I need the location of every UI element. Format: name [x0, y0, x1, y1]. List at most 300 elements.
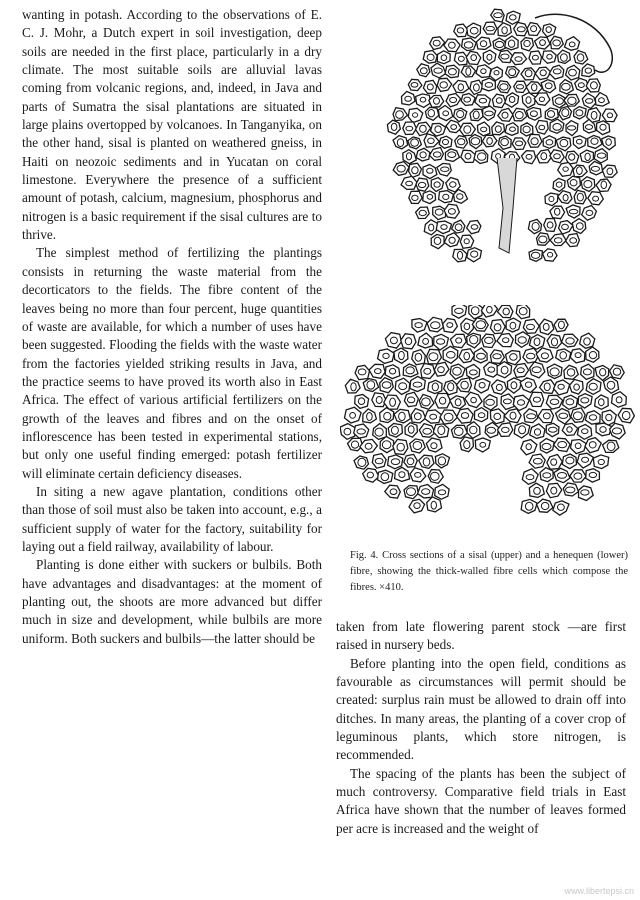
henequen-cell-lumen	[391, 459, 400, 465]
henequen-cell-lumen	[534, 429, 540, 436]
henequen-cell-lumen	[558, 321, 564, 329]
sisal-cell-lumen	[435, 126, 441, 133]
henequen-cell-lumen	[358, 369, 366, 375]
sisal-cell-lumen	[396, 111, 404, 119]
sisal-cell-lumen	[569, 42, 575, 47]
paragraph-fertilizing: The simplest method of fertilizing the plantings consists in returning the waste material from the decorticators to the fields. The fibre content of the leaves being no more than four percent, huge quantities of waste are available, for which a number of uses have been suggested. Flooding the fields with the waste water from the factories yielded striking results in Java, and the practice seems to have proved its worth also in East Africa. The effect of various artificial fertilizers on the growth of the leaves and fibres and on the onset of inflorescence has been tested in experimental stations, but only one useful finding emerged: potash fertilizer will eliminate certain deficiency diseases.	[22, 245, 322, 481]
sisal-cell-lumen	[501, 54, 509, 59]
sisal-cell-lumen	[563, 167, 568, 171]
henequen-cell-lumen	[581, 490, 589, 495]
henequen-cell-lumen	[534, 487, 541, 494]
henequen-cell-lumen	[616, 397, 622, 403]
henequen-cell-lumen	[415, 353, 422, 361]
sisal-cell-lumen	[406, 181, 413, 185]
paragraph-siting: In siting a new agave plantation, conditions other than those of soil must also be taken into account, e.g., a sufficient supply of water for the factory, suitability for laying out a field railway, availability of labour.	[22, 483, 322, 554]
henequen-cell-lumen	[549, 427, 558, 432]
sisal-cell-lumen	[539, 97, 544, 102]
henequen-cell-lumen	[413, 442, 422, 450]
henequen-cell-lumen	[533, 397, 540, 402]
henequen-cell-lumen	[517, 400, 524, 405]
henequen-cell-lumen	[574, 473, 582, 479]
henequen-cell-lumen	[607, 381, 615, 389]
henequen-cell-lumen	[599, 399, 605, 406]
sisal-cell-lumen	[465, 153, 471, 159]
henequen-cell-lumen	[375, 369, 382, 374]
henequen-cell-lumen	[575, 443, 581, 449]
henequen-cell-lumen	[461, 381, 468, 389]
henequen-cell-lumen	[390, 368, 396, 374]
sisal-cell-lumen	[547, 54, 552, 59]
henequen-cell-lumen	[503, 308, 509, 315]
sisal-cell-lumen	[405, 96, 412, 101]
henequen-cell-lumen	[480, 442, 486, 447]
henequen-cell-lumen	[612, 428, 621, 434]
sisal-cell-lumen	[457, 194, 463, 200]
henequen-cell-lumen	[518, 337, 526, 344]
sisal-cell-lumen	[481, 69, 486, 74]
sisal-cell-lumen	[487, 138, 493, 145]
sisal-cell-lumen	[448, 209, 455, 215]
henequen-cell-lumen	[566, 338, 574, 344]
henequen-cell-lumen	[532, 367, 541, 373]
sisal-cell-lumen	[509, 69, 516, 76]
right-text-column	[336, 618, 626, 838]
sisal-cell-lumen	[554, 154, 561, 159]
henequen-cell-lumen	[448, 383, 454, 391]
henequen-cell-lumen	[558, 504, 565, 510]
henequen-cell-lumen	[511, 382, 517, 389]
henequen-cell-lumen	[367, 381, 375, 389]
sisal-cell-lumen	[599, 98, 605, 103]
sisal-cell-lumen	[526, 97, 531, 104]
henequen-cell-lumen	[493, 354, 501, 359]
henequen-cell-lumen	[344, 428, 351, 435]
henequen-cell-lumen	[444, 413, 453, 421]
henequen-cell-lumen	[600, 427, 606, 433]
sisal-cell-lumen	[553, 69, 561, 74]
henequen-cell-lumen	[589, 352, 596, 359]
henequen-cell-lumen	[422, 398, 431, 406]
henequen-cell-lumen	[423, 338, 429, 344]
sisal-cell-lumen	[593, 196, 599, 201]
sisal-cell-lumen	[485, 83, 493, 88]
sisal-cell-lumen	[470, 27, 478, 34]
sisal-cell-lumen	[443, 194, 449, 199]
sisal-cell-lumen	[526, 154, 532, 159]
sisal-cell-lumen	[450, 97, 457, 102]
sisal-cell-lumen	[412, 167, 418, 174]
sisal-cell-lumen	[420, 125, 427, 132]
sisal-cell-lumen	[434, 98, 440, 105]
sisal-cell-lumen	[481, 127, 487, 132]
sisal-cell-lumen	[458, 84, 463, 91]
sisal-cell-lumen	[480, 41, 486, 47]
sisal-cell-lumen	[441, 225, 447, 230]
henequen-cell-lumen	[567, 427, 572, 432]
sisal-cell-lumen	[450, 182, 456, 187]
henequen-cell-lumen	[510, 412, 516, 419]
henequen-cell-lumen	[589, 472, 596, 477]
sisal-cell-lumen	[448, 69, 456, 75]
sisal-cell-lumen	[510, 127, 516, 131]
henequen-cell-lumen	[351, 441, 358, 448]
sisal-cell-lumen	[607, 113, 612, 118]
sisal-cell-lumen	[455, 224, 462, 231]
sisal-cell-lumen	[540, 70, 546, 76]
henequen-cell-lumen	[424, 368, 431, 374]
henequen-cell-lumen	[613, 368, 620, 375]
sisal-cell-lumen	[428, 138, 435, 143]
henequen-cell-lumen	[600, 369, 606, 376]
henequen-cell-lumen	[503, 338, 509, 343]
sisal-cell-lumen	[496, 98, 502, 104]
henequen-cell-lumen	[375, 458, 383, 463]
sisal-cell-lumen	[501, 139, 509, 146]
henequen-cell-lumen	[573, 412, 582, 420]
sisal-cell-lumen	[458, 139, 465, 145]
henequen-cell-lumen	[464, 352, 470, 360]
henequen-cell-lumen	[488, 367, 495, 372]
henequen-cell-lumen	[390, 398, 396, 406]
sisal-cell-lumen	[591, 82, 598, 89]
sisal-cell-lumen	[523, 126, 530, 133]
henequen-cell-lumen	[383, 353, 389, 358]
henequen-cell-lumen	[544, 383, 550, 391]
sisal-cell-lumen	[457, 251, 462, 259]
henequen-cell-lumen	[606, 414, 612, 421]
sisal-cell-lumen	[515, 112, 523, 119]
sisal-cell-lumen	[562, 109, 569, 117]
henequen-cell-lumen	[510, 322, 516, 329]
sisal-cell-lumen	[597, 153, 606, 158]
sisal-cell-lumen	[577, 193, 583, 201]
sisal-cell-lumen	[429, 224, 434, 231]
henequen-cell-lumen	[375, 428, 383, 436]
henequen-cell-lumen	[477, 353, 486, 359]
sisal-cell-lumen	[563, 195, 568, 201]
henequen-cell-lumen	[470, 336, 478, 344]
henequen-cell-lumen	[399, 351, 405, 359]
sisal-cell-lumen	[539, 125, 545, 130]
henequen-cell-lumen	[503, 399, 511, 404]
henequen-cell-lumen	[471, 307, 479, 315]
henequen-cell-lumen	[527, 324, 535, 329]
henequen-cell-lumen	[526, 475, 534, 480]
henequen-cell-lumen	[486, 399, 495, 405]
henequen-cell-lumen	[550, 399, 559, 404]
sisal-cell-lumen	[406, 153, 411, 160]
henequen-cell-lumen	[399, 383, 407, 390]
sisal-cell-lumen	[516, 85, 523, 89]
sisal-cell-lumen	[541, 153, 547, 160]
henequen-cell-lumen	[598, 459, 604, 464]
sisal-cell-lumen	[570, 238, 577, 243]
sisal-cell-lumen	[471, 138, 480, 145]
sisal-cell-lumen	[548, 252, 553, 257]
sisal-cell-lumen	[433, 40, 440, 46]
henequen-cell-lumen	[527, 414, 536, 419]
sisal-cell-lumen	[555, 98, 563, 105]
paragraph-soil-requirements: wanting in potash. According to the observations of E. C. J. Mohr, a Dutch expert in soil investigation, deep soils are needed in the first place, particularly in a dry climate. The most suitable soils are alluvial lavas coming from volcanic regions, and, indeed, in Java and parts of Sumatra the sisal plantations are situated in large plains overtopped by volcanoes. In Tanganyika, on the other hand, sisal is planted on weathered gneiss, in Haiti on neozoic sediments and in Yucatan on coral limestone. Everywhere the presence of a sufficient amount of potash, calcium, magnesium, phosphorus and nitrogen is a basic requirement if the sisal cultures are to thrive.	[22, 7, 322, 243]
henequen-cell-lumen	[584, 338, 591, 345]
henequen-cell-lumen	[357, 429, 365, 434]
sisal-cell-lumen	[411, 83, 418, 88]
henequen-cell-lumen	[607, 442, 615, 451]
sisal-cell-lumen	[569, 154, 575, 160]
henequen-cell-lumen	[589, 383, 597, 390]
henequen-cell-lumen	[566, 457, 574, 464]
henequen-cell-lumen	[526, 444, 531, 450]
sisal-cell-lumen	[562, 83, 571, 90]
sisal-cell-lumen	[435, 209, 443, 215]
sisal-cell-lumen	[486, 26, 494, 30]
sisal-cell-lumen	[546, 140, 553, 145]
sisal-cell-lumen	[427, 54, 434, 60]
sisal-cell-lumen	[576, 110, 583, 116]
henequen-cell-lumen	[397, 443, 404, 451]
sisal-cell-lumen	[466, 68, 471, 76]
henequen-cell-lumen	[431, 472, 440, 480]
sisal-cell-lumen	[458, 56, 464, 61]
sisal-cell-lumen	[419, 210, 426, 215]
henequen-cell-lumen	[533, 458, 542, 464]
henequen-cell-lumen	[558, 442, 567, 448]
henequen-cell-lumen	[454, 427, 463, 435]
henequen-cell-lumen	[525, 502, 533, 510]
sisal-cell-lumen	[420, 152, 426, 158]
sisal-cell-lumen	[607, 168, 613, 175]
henequen-cell-lumen	[582, 457, 589, 462]
henequen-cell-lumen	[431, 443, 437, 449]
sisal-cell-lumen	[434, 237, 441, 244]
henequen-cell-lumen	[557, 473, 566, 479]
sisal-cell-lumen	[540, 40, 546, 46]
henequen-cell-lumen	[527, 353, 535, 359]
sisal-cell-lumen	[549, 196, 554, 201]
henequen-cell-lumen	[566, 487, 575, 493]
henequen-cell-lumen	[422, 489, 430, 495]
sisal-cell-lumen	[554, 238, 562, 243]
henequen-cell-lumen	[456, 338, 462, 343]
sisal-cell-lumen	[479, 98, 486, 103]
sisal-cell-lumen	[515, 57, 522, 62]
sisal-cell-lumen	[478, 153, 486, 160]
sisal-cell-lumen	[495, 126, 501, 132]
henequen-cell-lumen	[407, 458, 414, 465]
sisal-cell-lumen	[464, 126, 471, 134]
sisal-cell-lumen	[570, 180, 577, 186]
sisal-cell-lumen	[531, 138, 538, 145]
sisal-cell-lumen	[413, 113, 418, 117]
henequen-cell-lumen	[575, 353, 581, 358]
henequen-cell-lumen	[542, 443, 551, 449]
henequen-cell-lumen	[382, 441, 391, 449]
sisal-cell-lumen	[517, 27, 525, 32]
sisal-cell-lumen	[427, 194, 433, 199]
sisal-cell-lumen	[586, 210, 593, 215]
sisal-cell-lumen	[448, 152, 456, 158]
henequen-cell-lumen	[487, 306, 493, 313]
sisal-cell-lumen	[496, 154, 501, 159]
henequen-cell-lumen	[399, 472, 405, 478]
sisal-cell-lumen	[420, 68, 427, 74]
sisal-cell-lumen	[397, 139, 403, 147]
sisal-cell-lumen	[591, 166, 599, 171]
sisal-cell-lumen	[577, 54, 584, 61]
sisal-cell-lumen	[546, 27, 551, 33]
sisal-cell-lumen	[441, 55, 447, 61]
sisal-cell-lumen	[434, 182, 440, 187]
sisal-cell-lumen	[530, 111, 537, 117]
sisal-cell-lumen	[411, 139, 419, 146]
sisal-cell-lumen	[502, 112, 508, 118]
henequen-cell-lumen	[543, 473, 551, 478]
henequen-cell-lumen	[381, 473, 389, 481]
henequen-cell-lumen	[405, 338, 411, 345]
henequen-cell-lumen	[438, 367, 445, 373]
henequen-cell-lumen	[455, 399, 461, 406]
sisal-cell-lumen	[427, 168, 433, 173]
henequen-cell-lumen	[517, 368, 524, 373]
henequen-cell-lumen	[365, 443, 372, 449]
henequen-cell-lumen	[470, 370, 478, 375]
henequen-cell-lumen	[431, 501, 436, 509]
henequen-cell-lumen	[414, 413, 421, 420]
watermark: www.libertepsi.cn	[564, 886, 634, 896]
sisal-cell-lumen	[440, 82, 447, 88]
henequen-cell-lumen	[455, 308, 464, 313]
sisal-cell-lumen	[556, 182, 562, 187]
sisal-cell-lumen	[457, 111, 464, 118]
vascular-strand	[497, 158, 517, 253]
sisal-cell-lumen	[495, 41, 503, 47]
figure-caption: Fig. 4. Cross sections of a sisal (upper) and a henequen (lower) fibre, showing the thick-walled fibre cells which compose the fibres. ×410.	[350, 550, 628, 593]
henequen-cell-lumen	[376, 397, 382, 404]
sisal-cell-lumen	[412, 195, 418, 200]
henequen-cell-lumen	[453, 367, 462, 375]
sisal-cell-lumen	[494, 13, 503, 18]
henequen-cell-lumen	[471, 397, 477, 402]
henequen-cell-lumen	[407, 488, 416, 496]
sisal-cell-lumen	[443, 111, 449, 116]
sisal-cell-lumen	[553, 124, 561, 131]
sisal-cell-lumen	[545, 83, 552, 89]
sisal-cell-lumen	[516, 141, 523, 146]
sisal-cell-lumen	[433, 152, 441, 157]
henequen-cell-lumen	[432, 383, 438, 391]
henequen-cell-lumen	[415, 323, 422, 328]
henequen-cell-lumen	[589, 442, 596, 448]
henequen-cell-lumen	[534, 338, 540, 346]
henequen-cell-lumen	[485, 337, 493, 343]
henequen-cell-lumen	[551, 459, 557, 465]
henequen-cell-lumen	[479, 383, 485, 388]
henequen-cell-lumen	[447, 352, 456, 359]
henequen-cell-lumen	[438, 426, 445, 435]
sisal-cell-lumen	[420, 97, 426, 102]
sisal-cell-lumen	[553, 40, 561, 46]
henequen-cell-lumen	[399, 412, 406, 420]
henequen-cell-lumen	[430, 414, 437, 419]
sisal-cell-lumen	[428, 110, 434, 117]
sisal-cell-lumen	[531, 26, 537, 32]
sisal-cell-lumen	[443, 139, 449, 144]
sisal-cell-lumen	[578, 83, 584, 88]
sisal-cell-lumen	[471, 55, 477, 61]
sisal-cell-lumen	[576, 223, 583, 230]
sisal-cell-lumen	[457, 28, 464, 33]
henequen-cell-lumen	[391, 426, 398, 434]
henequen-cell-lumen	[429, 353, 438, 361]
sisal-cell-lumen	[464, 42, 473, 48]
henequen-cell-lumen	[502, 427, 510, 432]
sisal-cell-lumen	[487, 54, 492, 60]
henequen-cell-lumen	[358, 398, 364, 405]
sisal-cell-lumen	[591, 138, 598, 144]
henequen-cell-lumen	[414, 503, 420, 509]
henequen-cell-lumen	[566, 399, 574, 405]
henequen-cell-lumen	[574, 384, 580, 390]
henequen-cell-lumen	[496, 384, 502, 390]
henequen-cell-lumen	[423, 428, 432, 434]
henequen-cell-lumen	[447, 323, 453, 328]
left-text-column	[22, 6, 322, 648]
henequen-cell-lumen	[384, 412, 391, 420]
sisal-cell-lumen	[494, 71, 499, 75]
sisal-cell-lumen	[449, 237, 455, 243]
sisal-cell-lumen	[509, 97, 515, 103]
sisal-cell-lumen	[525, 70, 532, 77]
sisal-cell-lumen	[510, 15, 517, 20]
sisal-cell-lumen	[406, 126, 413, 131]
henequen-cell-lumen	[478, 413, 485, 418]
henequen-cell-lumen	[437, 339, 445, 344]
henequen-cell-lumen	[382, 382, 391, 389]
sisal-cell-lumen	[569, 69, 577, 76]
henequen-cell-lumen	[543, 413, 550, 419]
sisal-fibre-cross-section	[385, 8, 630, 293]
sisal-fibre-drawing	[385, 8, 630, 293]
henequen-cell-lumen	[622, 411, 630, 419]
henequen-cell-lumen	[350, 413, 356, 419]
henequen-cell-lumen	[464, 441, 470, 449]
henequen-cell-lumen	[351, 383, 356, 391]
sisal-cell-lumen	[532, 84, 537, 91]
sisal-cell-lumen	[585, 153, 590, 160]
henequen-cell-lumen	[551, 338, 557, 346]
henequen-cell-lumen	[501, 366, 508, 374]
sisal-cell-lumen	[591, 111, 597, 119]
sisal-cell-lumen	[562, 224, 569, 229]
henequen-cell-lumen	[390, 337, 397, 344]
henequen-cell-lumen	[407, 397, 414, 403]
sisal-cell-lumen	[471, 225, 478, 230]
sisal-cell-lumen	[474, 84, 480, 91]
paragraph-continuation: taken from late flowering parent stock —are first raised in nursery beds.	[336, 619, 626, 653]
sisal-cell-lumen	[547, 111, 554, 118]
henequen-cell-lumen	[423, 458, 430, 466]
henequen-cell-lumen	[470, 426, 477, 434]
henequen-cell-lumen	[582, 429, 588, 434]
sisal-cell-lumen	[585, 68, 591, 73]
henequen-cell-lumen	[559, 413, 568, 418]
henequen-cell-lumen	[461, 413, 468, 419]
sisal-cell-lumen	[600, 124, 606, 130]
sisal-cell-lumen	[441, 167, 449, 171]
sisal-cell-lumen	[391, 123, 397, 130]
sisal-cell-lumen	[568, 97, 576, 104]
henequen-cell-lumen	[439, 397, 445, 404]
